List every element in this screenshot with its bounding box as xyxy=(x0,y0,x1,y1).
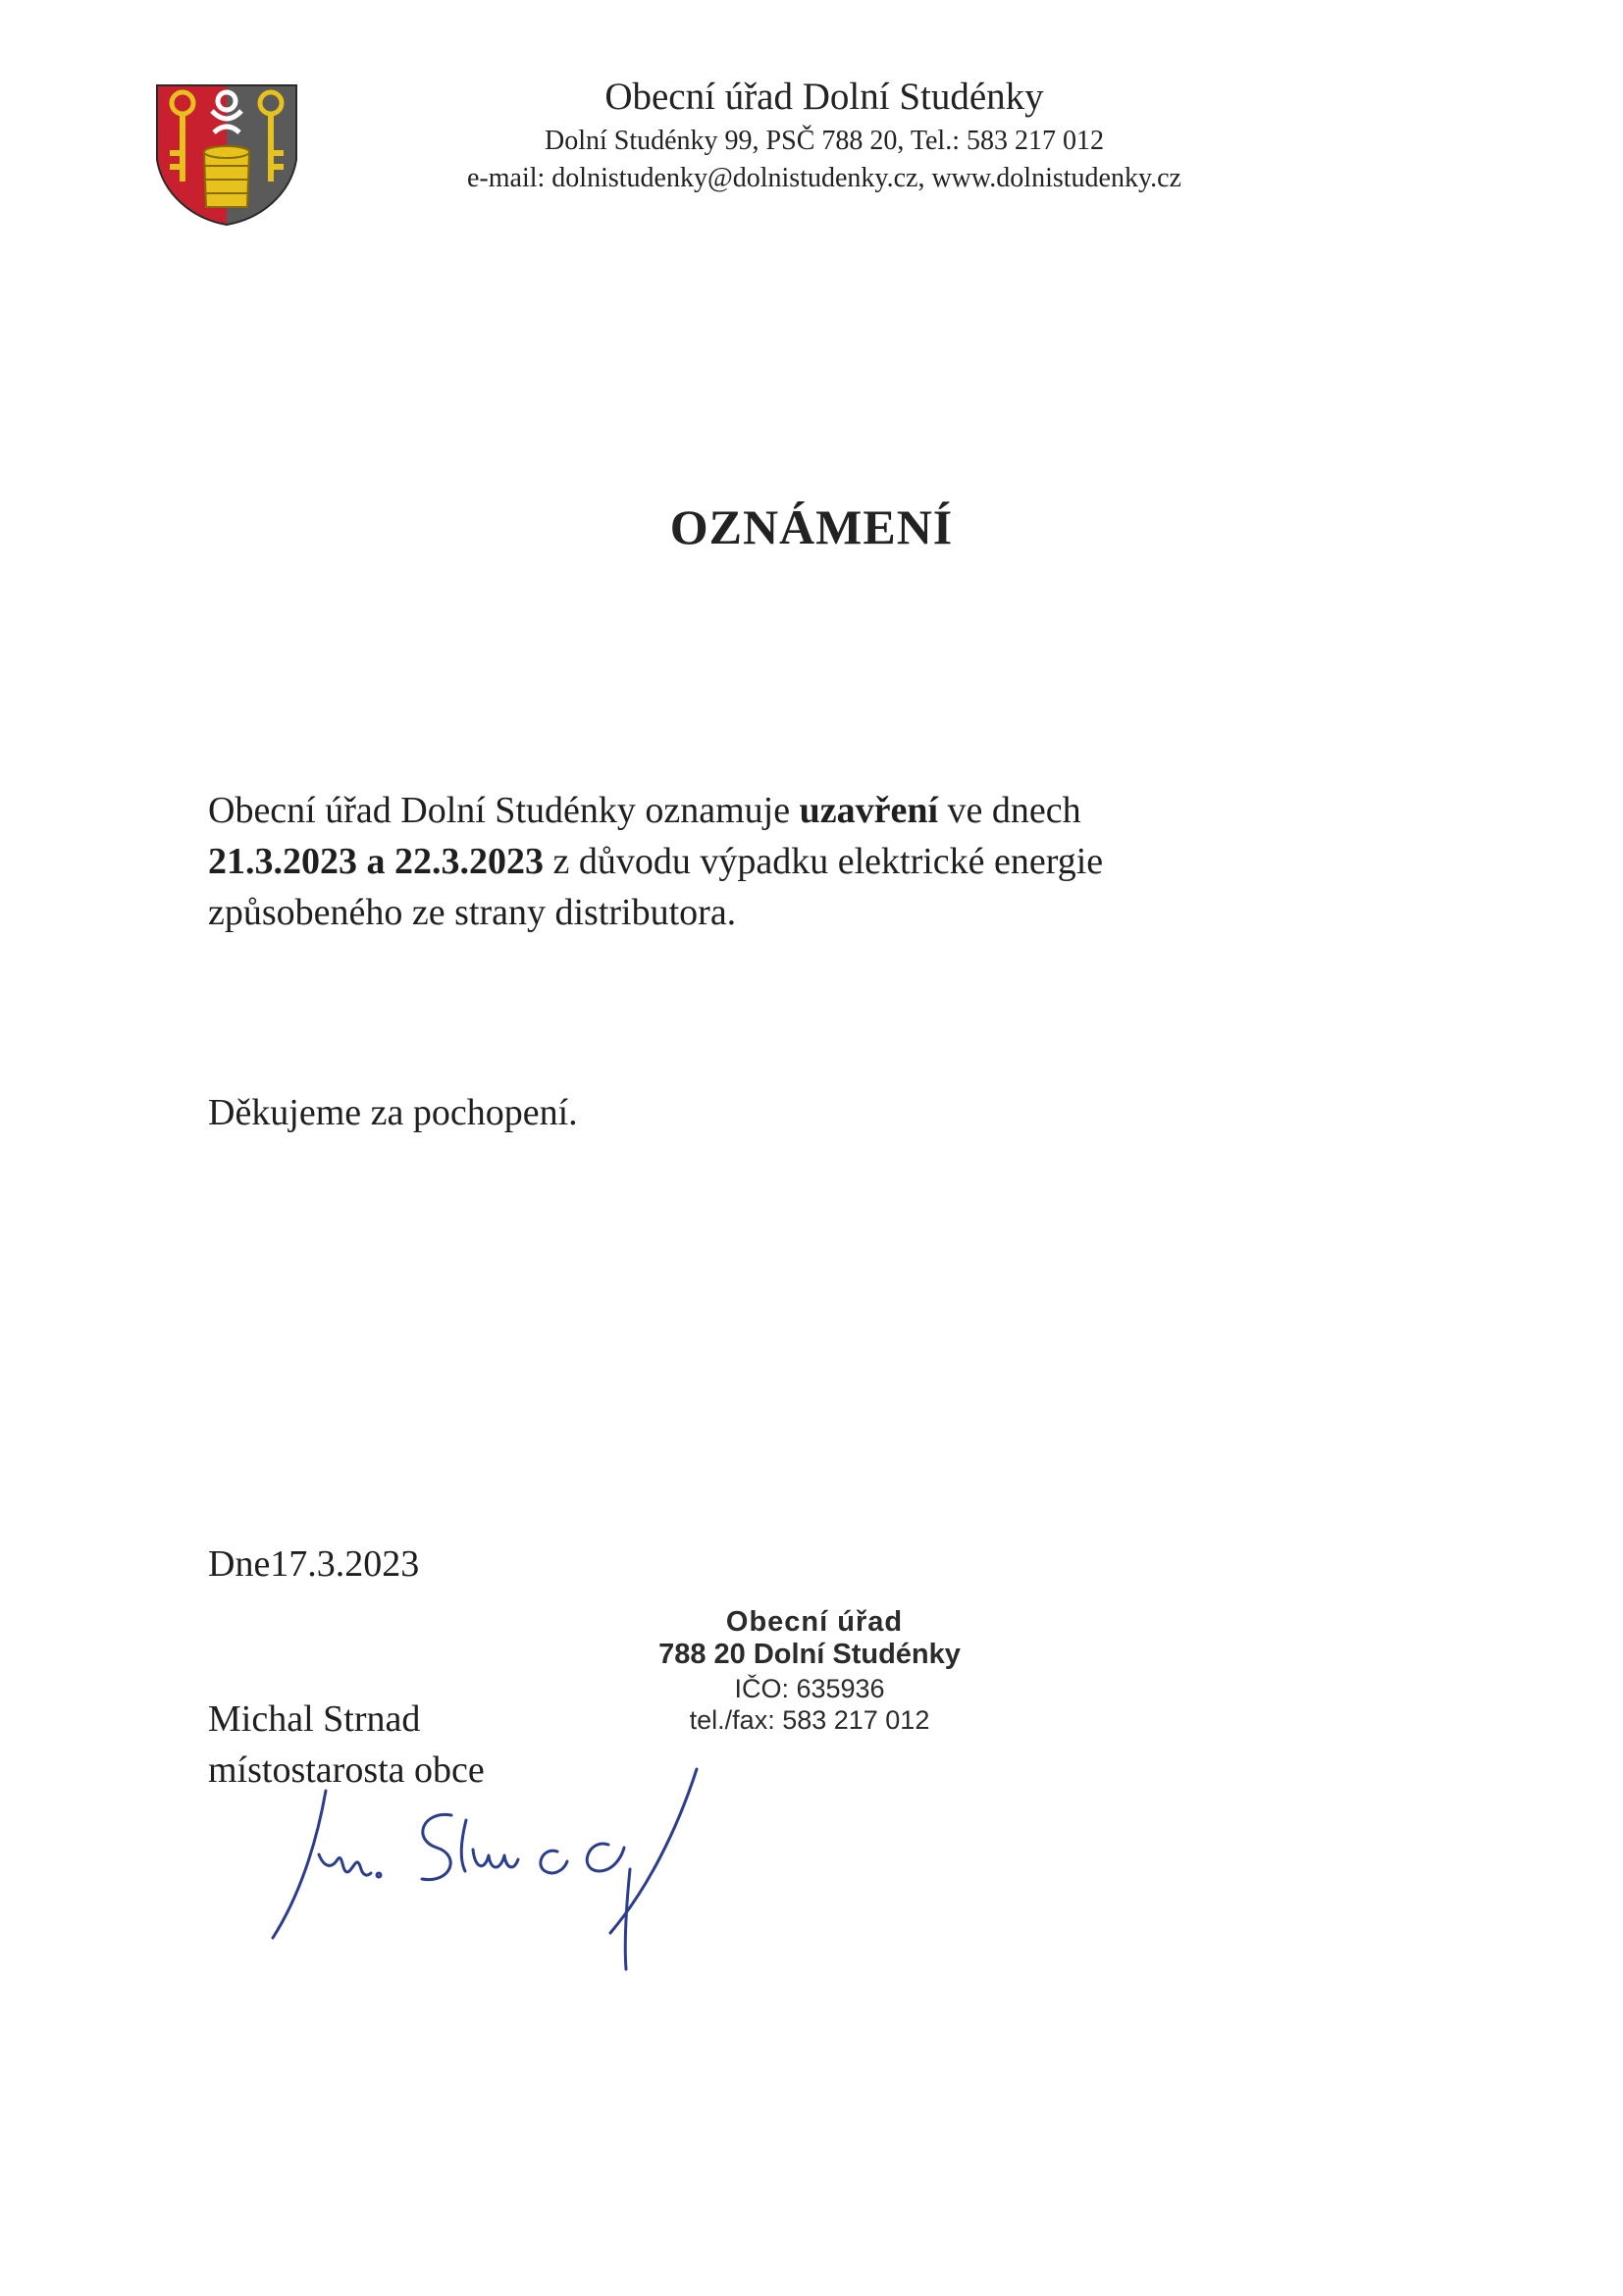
thanks-text: Děkujeme za pochopení. xyxy=(208,1092,578,1133)
document-title: OZNÁMENÍ xyxy=(669,499,954,554)
document-date: Dne17.3.2023 xyxy=(208,1543,420,1585)
handwritten-signature xyxy=(265,1761,736,1972)
signer-role: místostarosta obce xyxy=(208,1749,485,1791)
stamp-line-4: tel./fax: 583 217 012 xyxy=(689,1705,930,1735)
body-text: Obecní úřad Dolní Studénky oznamuje xyxy=(208,790,800,831)
body-line-2 xyxy=(208,836,1103,887)
signer-name: Michal Strnad xyxy=(208,1698,421,1740)
body-bold-dates: 21.3.2023 a 22.3.2023 xyxy=(208,841,544,882)
letterhead-address: Dolní Studénky 99, PSČ 788 20, Tel.: 583 217 012 xyxy=(544,126,1104,156)
coat-of-arms-logo xyxy=(153,81,300,227)
letterhead-contact: e-mail: dolnistudenky@dolnistudenky.cz, www.dolnistudenky.cz xyxy=(467,163,1181,193)
body-text: z důvodu výpadku elektrické energie xyxy=(544,841,1104,882)
stamp-line-1: Obecní úřad xyxy=(725,1606,904,1638)
body-text: ve dnech xyxy=(938,790,1081,831)
body-bold-closure: uzavření xyxy=(799,790,939,831)
body-line-1 xyxy=(208,785,1081,836)
body-line-3: způsobeného ze strany distributora. xyxy=(208,892,737,933)
letterhead-office-name: Obecní úřad Dolní Studénky xyxy=(604,76,1044,118)
stamp-line-3: IČO: 635936 xyxy=(734,1674,885,1703)
stamp-line-2: 788 20 Dolní Studénky xyxy=(658,1639,961,1670)
